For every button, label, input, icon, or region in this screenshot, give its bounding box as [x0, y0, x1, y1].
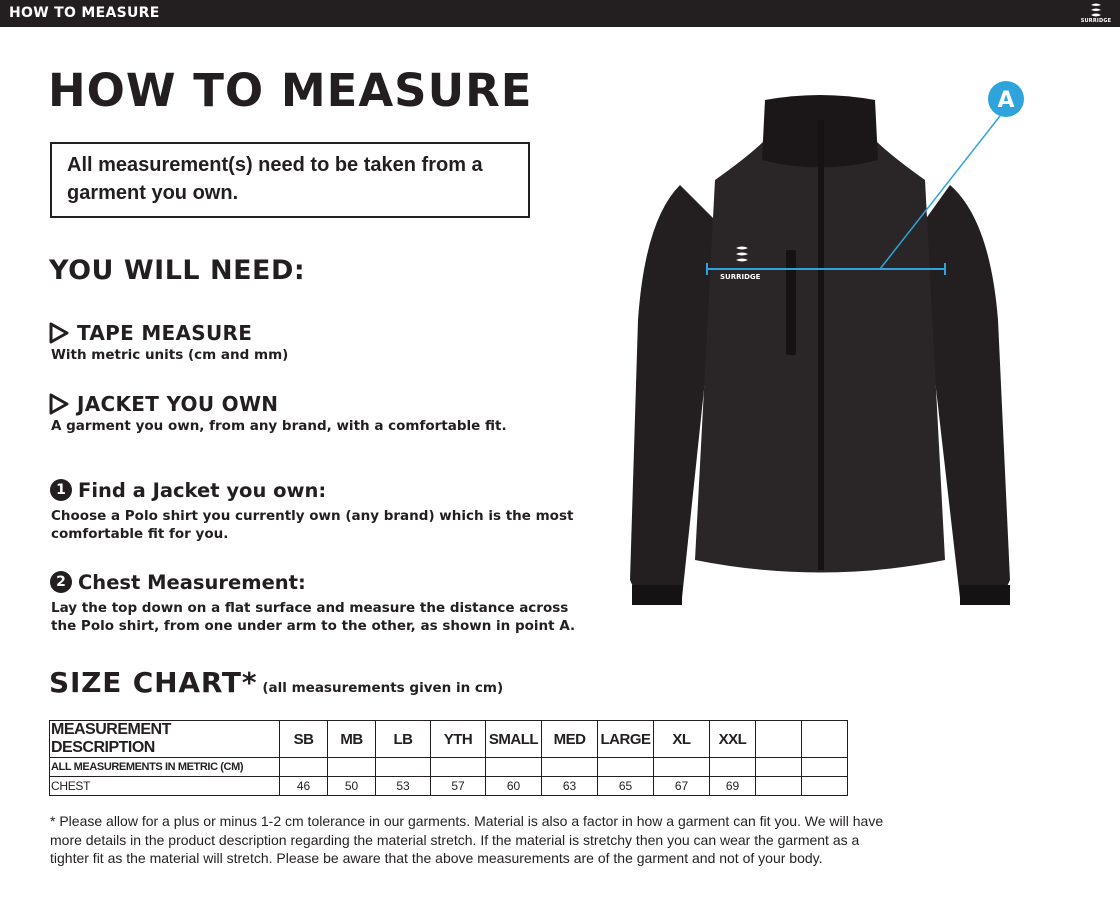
step-number-badge: 1: [50, 479, 72, 501]
size-header-cell: XXL: [710, 721, 756, 758]
size-header-cell: [802, 721, 848, 758]
table-cell: [710, 758, 756, 777]
size-chart-heading: [49, 666, 503, 699]
step-desc-line-2: comfortable fit for you.: [51, 526, 229, 542]
size-header-cell: YTH: [431, 721, 486, 758]
table-cell: [598, 758, 654, 777]
table-cell: [280, 758, 328, 777]
footnote-line-2: more details in the product description regarding the material stretch. If the material is stretchy then you can wear the garment as a: [50, 831, 860, 848]
table-cell: [542, 758, 598, 777]
notice-box: [50, 142, 530, 218]
top-header-bar: [0, 0, 1120, 27]
step-find-jacket: [50, 476, 610, 543]
brand-logo: [1076, 2, 1116, 26]
size-header-cell: SB: [280, 721, 328, 758]
value-cell: [802, 777, 848, 796]
step-desc-line-1: Lay the top down on a flat surface and measure the distance across: [51, 600, 569, 616]
value-cell: 53: [376, 777, 431, 796]
size-chart-table: [49, 720, 848, 796]
row-label-cell: CHEST: [50, 777, 280, 796]
value-cell: 46: [280, 777, 328, 796]
step-number-badge: 2: [50, 571, 72, 593]
play-triangle-icon: [48, 393, 70, 415]
value-cell: 67: [654, 777, 710, 796]
table-cell: [376, 758, 431, 777]
size-header-cell: XL: [654, 721, 710, 758]
need-item-label: JACKET YOU OWN: [77, 392, 279, 416]
table-cell: [756, 758, 802, 777]
table-cell: [802, 758, 848, 777]
page-title: HOW TO MEASURE: [48, 64, 533, 117]
size-chart-note: (all measurements given in cm): [262, 680, 504, 696]
step-title: Chest Measurement:: [78, 570, 306, 594]
table-cell: [431, 758, 486, 777]
step-desc-line-2: the Polo shirt, from one under arm to the other, as shown in point A.: [51, 618, 576, 634]
value-cell: 50: [328, 777, 376, 796]
jacket-right-cuff: [960, 585, 1010, 605]
size-header-row: [50, 721, 848, 758]
footnote-line-1: * Please allow for a plus or minus 1-2 cm tolerance in our garments. Material is also a factor in how a garment can fit you. We will have: [50, 813, 884, 829]
value-cell: 60: [486, 777, 542, 796]
step-title: Find a Jacket you own:: [78, 478, 327, 502]
notice-line-2: garment you own.: [67, 182, 239, 204]
table-row-chest: [50, 777, 848, 796]
value-cell: 63: [542, 777, 598, 796]
need-item-desc: A garment you own, from any brand, with a comfortable fit.: [51, 418, 507, 434]
header-title: HOW TO MEASURE: [9, 5, 160, 21]
surridge-logo-icon: [1088, 2, 1104, 18]
size-header-cell: LARGE: [598, 721, 654, 758]
notice-line-1: All measurement(s) need to be taken from a: [67, 154, 483, 176]
table-cell: [654, 758, 710, 777]
size-chart-title: SIZE CHART*: [49, 666, 258, 699]
size-header-cell: [756, 721, 802, 758]
footnote: [50, 812, 900, 868]
jacket-logo-icon: [736, 247, 748, 262]
need-item-jacket: [48, 391, 507, 434]
step-chest-measurement: [50, 568, 610, 635]
jacket-illustration: [620, 80, 1050, 620]
header-desc-cell: MEASUREMENT DESCRIPTION: [50, 721, 280, 758]
size-subheader-row: [50, 758, 848, 777]
jacket-zip: [818, 120, 824, 570]
value-cell: 69: [710, 777, 756, 796]
value-cell: 57: [431, 777, 486, 796]
table-cell: [486, 758, 542, 777]
marker-label: A: [997, 88, 1015, 113]
you-will-need-heading: YOU WILL NEED:: [49, 255, 306, 286]
size-header-cell: MED: [542, 721, 598, 758]
footnote-line-3: tighter fit as the material will stretch. Please be aware that the above measurements are of the garment and not of your body.: [50, 850, 823, 866]
table-cell: [328, 758, 376, 777]
value-cell: [756, 777, 802, 796]
value-cell: 65: [598, 777, 654, 796]
jacket-pocket: [786, 250, 796, 355]
need-item-label: TAPE MEASURE: [77, 321, 253, 345]
jacket-left-cuff: [632, 585, 682, 605]
play-triangle-icon: [48, 322, 70, 344]
jacket-logo-text: SURRIDGE: [720, 273, 761, 281]
brand-name: SURRIDGE: [1080, 18, 1112, 24]
need-item-desc: With metric units (cm and mm): [51, 347, 289, 363]
step-desc-line-1: Choose a Polo shirt you currently own (any brand) which is the most: [51, 508, 574, 524]
subheader-cell: ALL MEASUREMENTS IN METRIC (CM): [50, 758, 280, 777]
size-header-cell: MB: [328, 721, 376, 758]
size-header-cell: LB: [376, 721, 431, 758]
need-item-tape-measure: [48, 320, 288, 363]
size-header-cell: SMALL: [486, 721, 542, 758]
